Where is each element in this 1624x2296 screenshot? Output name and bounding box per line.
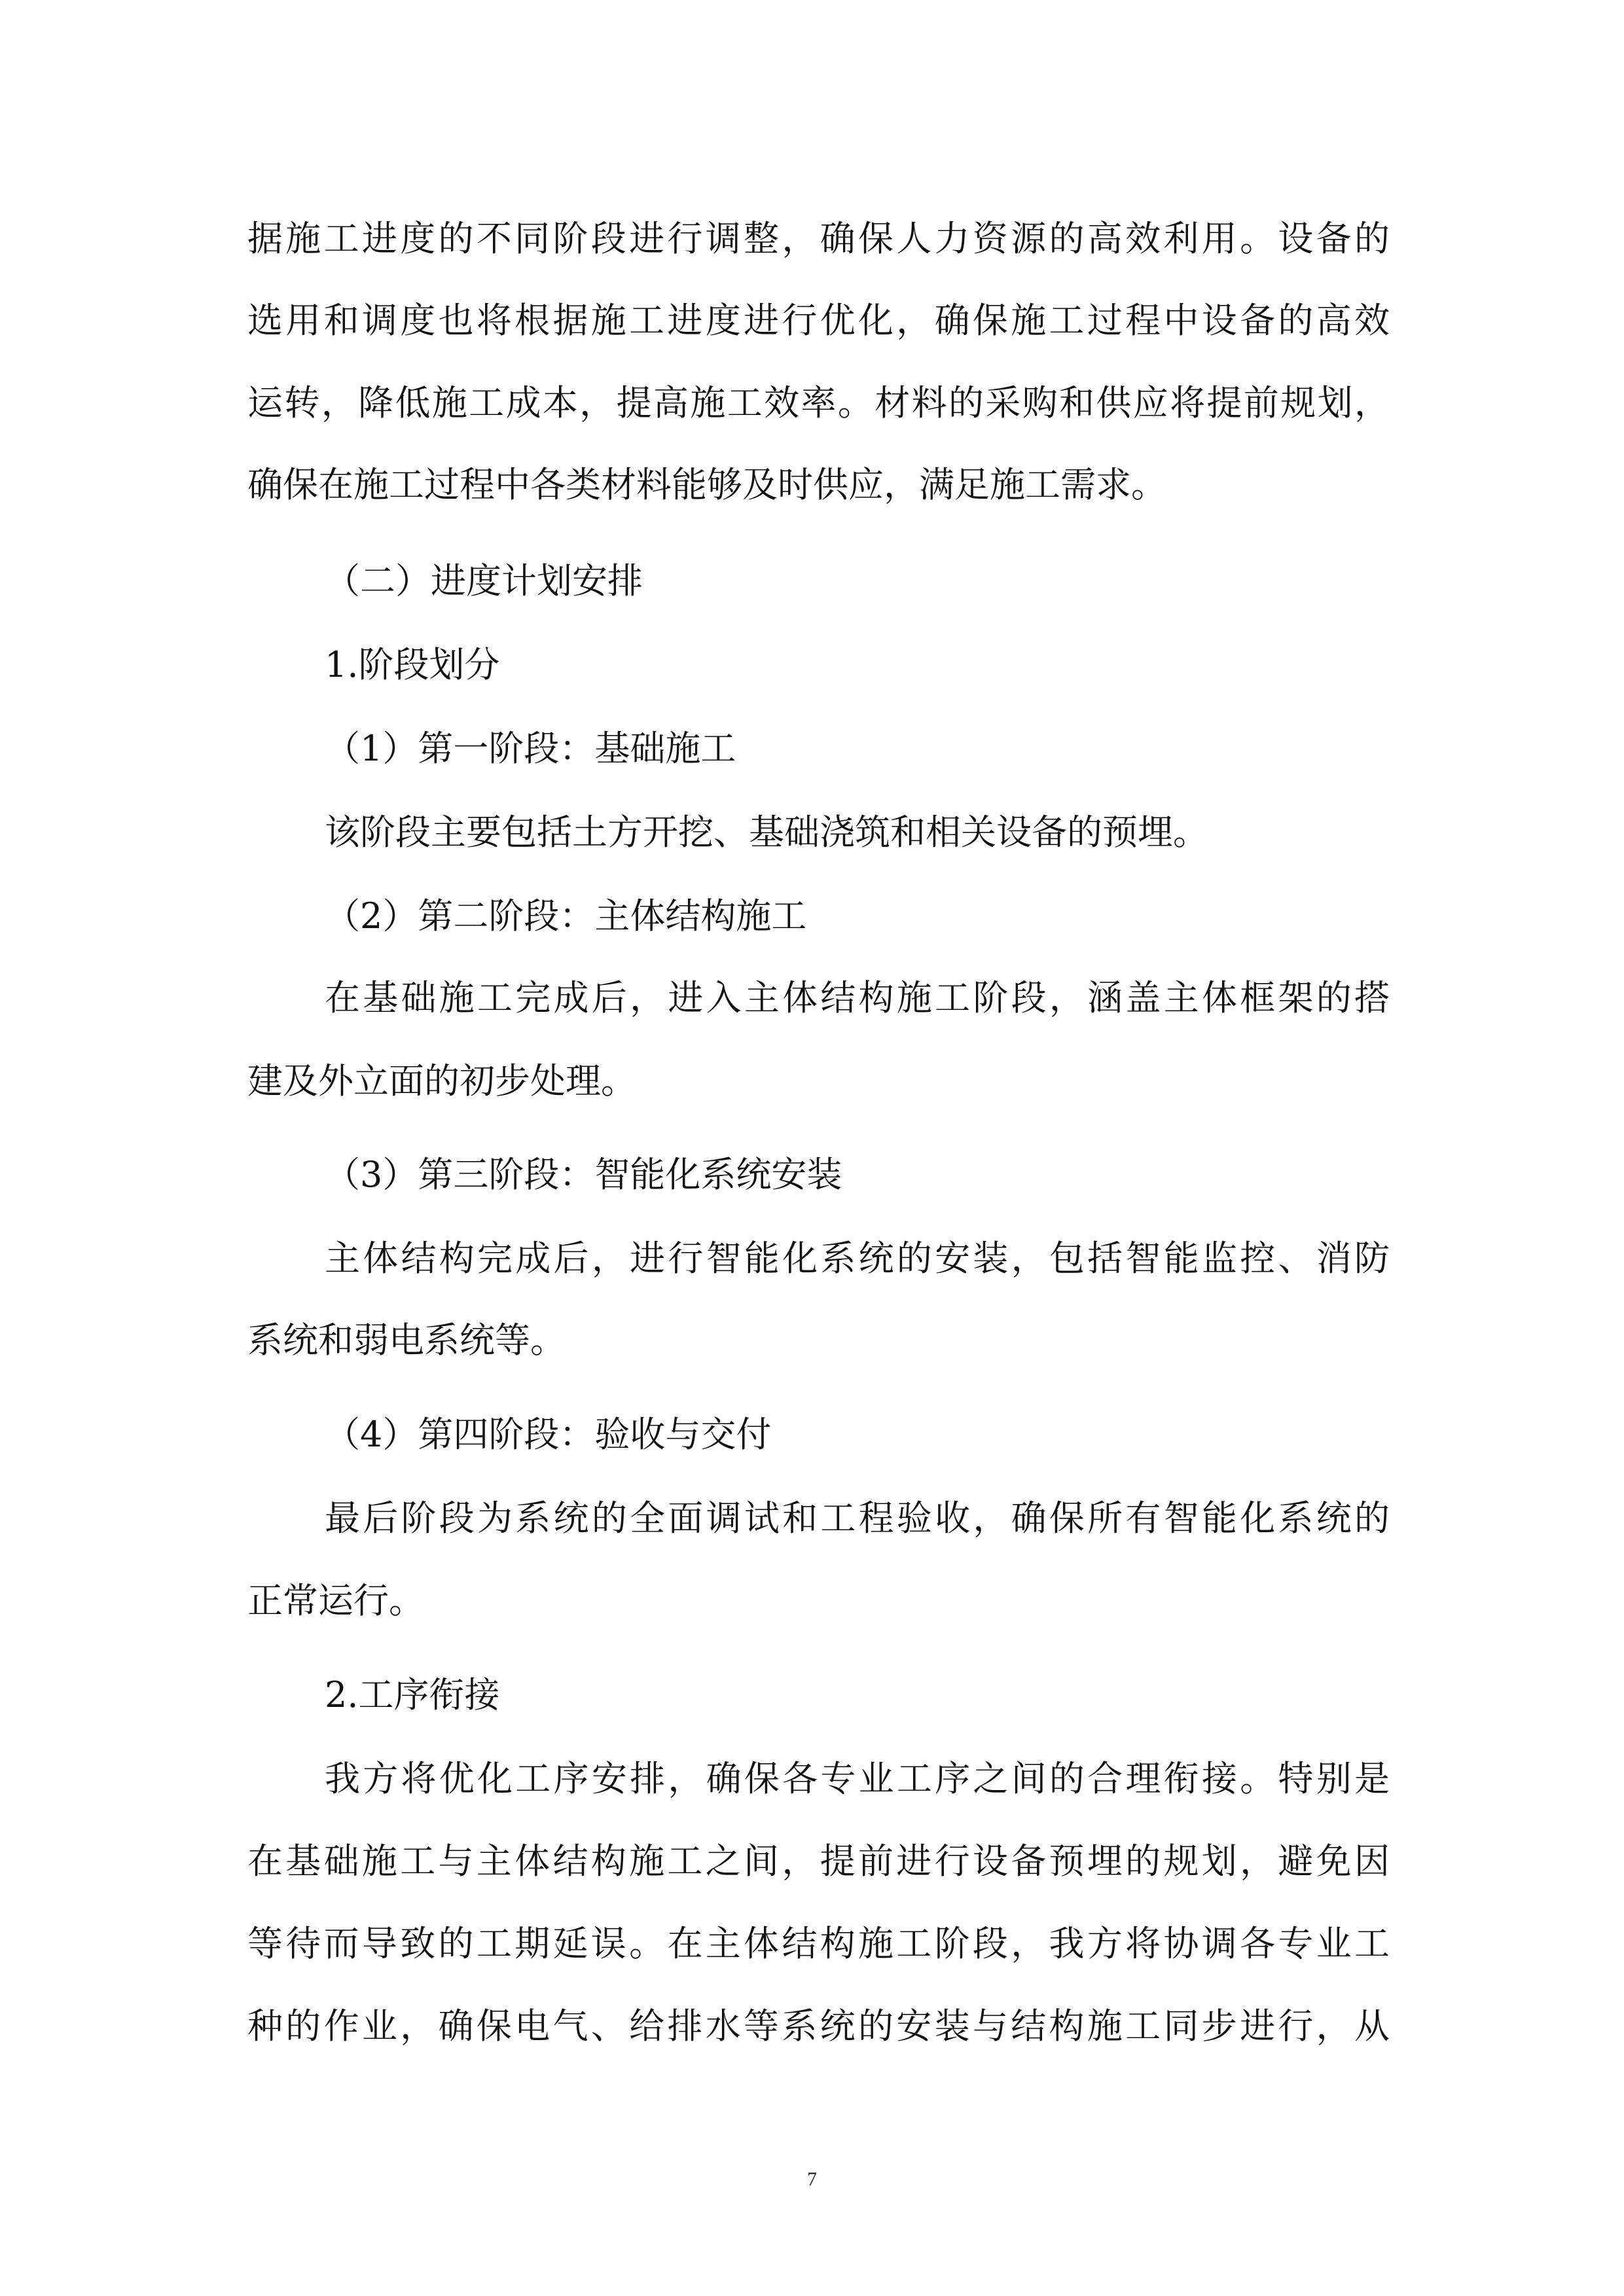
paragraph-line: 在基础施工完成后，进入主体结构施工阶段，涵盖主体框架的搭 bbox=[325, 977, 1390, 1018]
stage-heading: （2）第二阶段：主体结构施工 bbox=[325, 895, 807, 937]
paragraph-line: 最后阶段为系统的全面调试和工程验收，确保所有智能化系统的 bbox=[325, 1498, 1390, 1539]
paragraph-line: 确保在施工过程中各类材料能够及时供应，满足施工需求。 bbox=[247, 464, 1166, 505]
paragraph-line: 在基础施工与主体结构施工之间，提前进行设备预埋的规划，避免因 bbox=[247, 1840, 1390, 1882]
paragraph-line: 据施工进度的不同阶段进行调整，确保人力资源的高效利用。设备的 bbox=[247, 218, 1390, 259]
paragraph-line: 正常运行。 bbox=[247, 1580, 424, 1621]
section-heading: （二）进度计划安排 bbox=[325, 560, 643, 601]
paragraph-line: 等待而导致的工期延误。在主体结构施工阶段，我方将协调各专业工 bbox=[247, 1923, 1390, 1964]
paragraph-line: 选用和调度也将根据施工进度进行优化，确保施工过程中设备的高效 bbox=[247, 300, 1390, 341]
subsection-heading: 1.阶段划分 bbox=[325, 644, 500, 685]
page-number: 7 bbox=[807, 2168, 817, 2190]
stage-heading: （3）第三阶段：智能化系统安装 bbox=[325, 1154, 842, 1195]
paragraph-line: 种的作业，确保电气、给排水等系统的安装与结构施工同步进行，从 bbox=[247, 2005, 1390, 2047]
paragraph-line: 主体结构完成后，进行智能化系统的安装，包括智能监控、消防 bbox=[325, 1238, 1390, 1279]
paragraph-line: 运转，降低施工成本，提高施工效率。材料的采购和供应将提前规划， bbox=[247, 382, 1390, 423]
paragraph-line: 该阶段主要包括土方开挖、基础浇筑和相关设备的预埋。 bbox=[325, 812, 1208, 853]
subsection-heading: 2.工序衔接 bbox=[325, 1674, 500, 1715]
stage-heading: （1）第一阶段：基础施工 bbox=[325, 728, 736, 769]
paragraph-line: 系统和弱电系统等。 bbox=[247, 1319, 566, 1361]
paragraph-line: 我方将优化工序安排，确保各专业工序之间的合理衔接。特别是 bbox=[325, 1758, 1390, 1799]
stage-heading: （4）第四阶段：验收与交付 bbox=[325, 1414, 772, 1455]
paragraph-line: 建及外立面的初步处理。 bbox=[247, 1060, 636, 1102]
